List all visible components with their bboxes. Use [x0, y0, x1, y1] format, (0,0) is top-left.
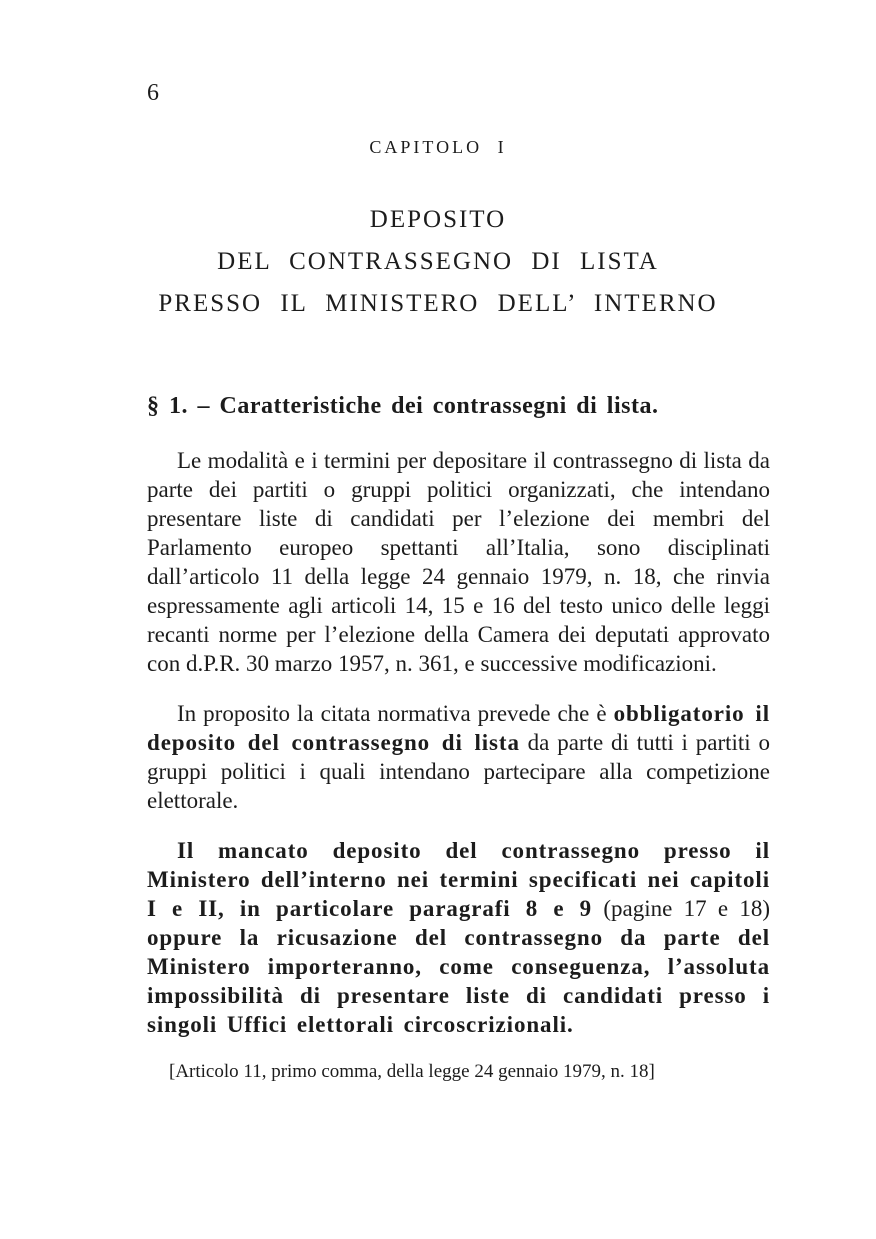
section-heading: § 1. – Caratteristiche dei contrassegni di lista.: [147, 393, 659, 419]
emphasis-text: Il mancato deposito del contrassegno presso il Ministero dell’interno nei termini specificati nei capitoli I e II, in particolare paragrafi 8 e 9: [147, 838, 770, 921]
paragraph-2: [147, 699, 770, 815]
emphasis-text: obbligatorio il deposito del contrassegno di lista: [147, 701, 770, 755]
chapter-title: [0, 199, 876, 325]
body-text: [147, 446, 770, 1084]
chapter-title-line-2: DEL CONTRASSEGNO DI LISTA: [217, 248, 659, 275]
footnote: [Articolo 11, primo comma, della legge 24 gennaio 1979, n. 18]: [169, 1061, 655, 1082]
paragraph-1: [147, 446, 770, 678]
text-segment: In proposito la citata normativa prevede che è: [177, 701, 614, 726]
text-segment: (pagine 17 e 18): [592, 896, 770, 921]
emphasis-text: oppure la ricusazione del contrassegno da parte del Ministero importeranno, come conseguenza, l’assoluta impossibilità di presentare liste di candidati presso i singoli Uffici elettorali circoscrizionali.: [147, 925, 770, 1037]
chapter-label: CAPITOLO I: [369, 137, 507, 157]
page-number: 6: [147, 80, 159, 106]
paragraph-3: [147, 836, 770, 1039]
chapter-title-line-1: DEPOSITO: [369, 206, 507, 233]
chapter-title-line-3: PRESSO IL MINISTERO DELL’ INTERNO: [158, 290, 718, 317]
text-segment: Le modalità e i termini per depositare il contrassegno di lista da parte dei partiti o gruppi politici organizzati, che intendano presentare liste di candidati per l’elezione dei membri del Parlamento europeo spettanti all’Italia, sono disciplinati dall’articolo 11 della legge 24 gennaio 1979, n. 18, che rinvia espressamente agli articoli 14, 15 e 16 del testo unico delle leggi recanti norme per l’elezione della Camera dei deputati approvato con d.P.R. 30 marzo 1957, n. 361, e successive modificazioni.: [147, 448, 770, 676]
text-segment: da parte di tutti i partiti o gruppi politici i quali intendano partecipare alla competizione elettorale.: [147, 730, 770, 813]
